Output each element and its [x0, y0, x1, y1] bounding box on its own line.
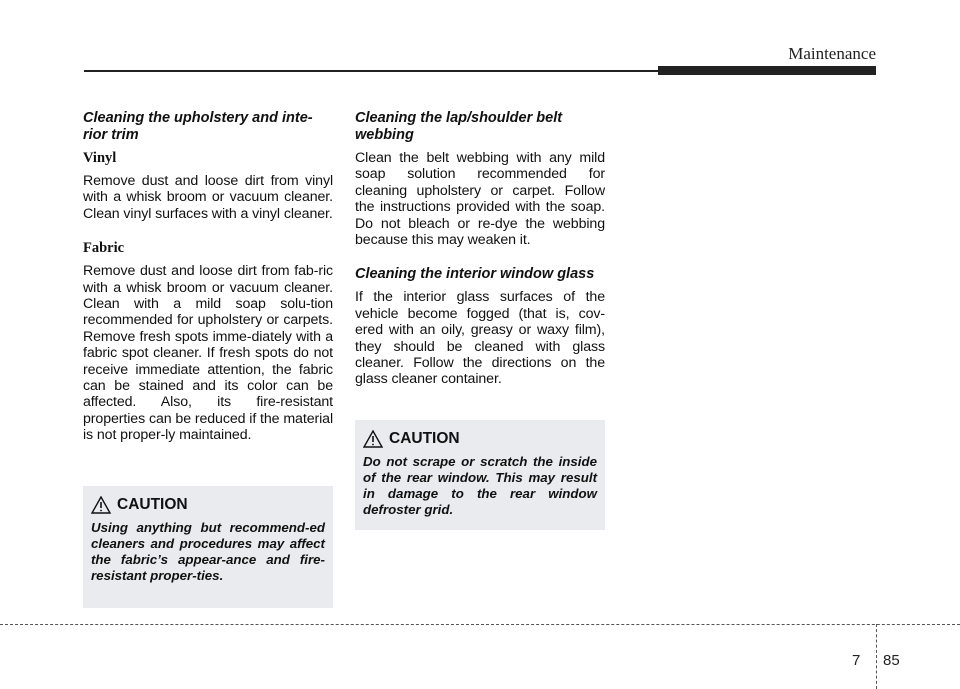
middle-column	[355, 110, 605, 406]
belt-section-title: Cleaning the lap/shoulder belt webbing	[355, 110, 563, 143]
warning-triangle-icon	[363, 430, 383, 448]
warning-triangle-icon	[91, 496, 111, 514]
page-section-title: Maintenance	[788, 44, 876, 63]
left-column	[83, 110, 333, 462]
caution-text: Using anything but recommend-ed cleaners and procedures may affect the fabric’s appear-ance and fire-resistant proper-ties.	[91, 520, 325, 583]
vinyl-subtitle: Vinyl	[83, 150, 117, 166]
caution-label: CAUTION	[389, 430, 460, 447]
footer-divider	[876, 624, 877, 689]
page-number: 85	[883, 652, 900, 669]
upholstery-section-title: Cleaning the upholstery and inte-rior trim	[83, 110, 313, 143]
footer-rule	[0, 624, 960, 625]
caution-box-fabric	[83, 486, 333, 608]
vinyl-paragraph: Remove dust and loose dirt from vinyl with a whisk broom or vacuum cleaner. Clean vinyl surfaces with a vinyl cleaner.	[83, 173, 333, 222]
header-rule	[84, 70, 662, 72]
caution-text: Do not scrape or scratch the inside of the rear window. This may result in damage to the rear window defroster grid.	[363, 454, 597, 517]
caution-box-window	[355, 420, 605, 530]
header-rule-bar	[658, 66, 876, 75]
chapter-number: 7	[852, 652, 861, 669]
glass-section-title: Cleaning the interior window glass	[355, 266, 595, 283]
caution-label: CAUTION	[117, 496, 188, 513]
glass-paragraph: If the interior glass surfaces of the vehicle become fogged (that is, cov-ered with an oily, greasy or waxy film), they should be cleaned with glass cleaner. Follow the directions on the glass cleaner container.	[355, 289, 605, 388]
belt-paragraph: Clean the belt webbing with any mild soap solution recommended for cleaning upholstery or carpet. Follow the instructions provided with the soap. Do not bleach or re-dye the webbing because this may weaken it.	[355, 150, 605, 249]
fabric-subtitle: Fabric	[83, 240, 125, 257]
fabric-paragraph: Remove dust and loose dirt from fab-ric with a whisk broom or vacuum cleaner. Clean with a mild soap solu-tion recommended for upholstery or carpets. Remove fresh spots imme-diately with a fabric spot cleaner. If fresh spots do not receive immediate attention, the fabric can be stained and its color can be affected. Also, its fire-resistant properties can be reduced if the material is not proper-ly maintained.	[83, 263, 333, 444]
